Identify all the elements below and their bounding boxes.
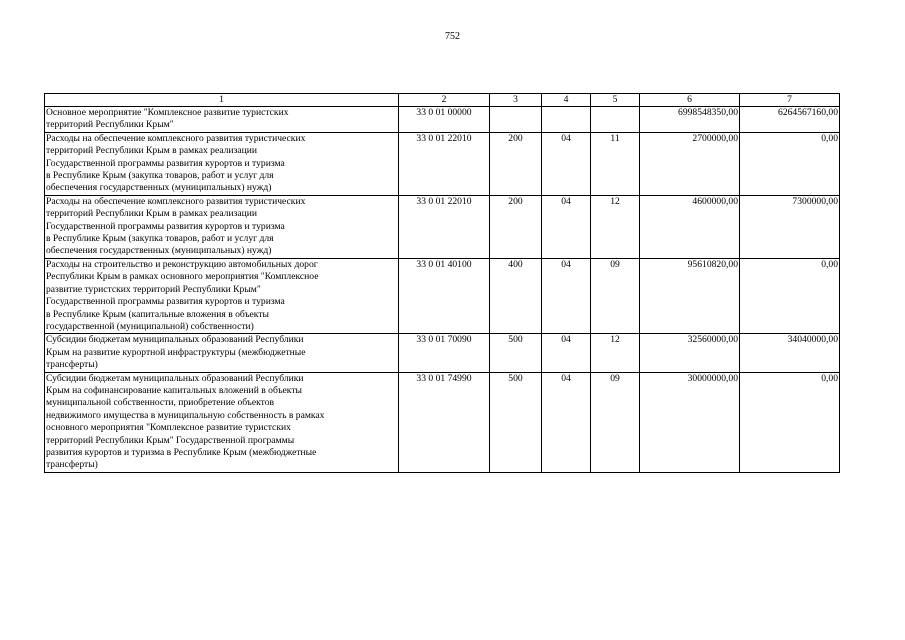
table-row <box>45 107 840 133</box>
row-code: 33 0 01 40100 <box>399 258 490 333</box>
row-col3: 400 <box>490 258 542 333</box>
row-amount-col6: 30000000,00 <box>640 372 740 472</box>
row-col3: 500 <box>490 334 542 372</box>
row-description: Расходы на обеспечение комплексного развития туристических территорий Республики Крым в рамках реализации Государственной программы развития курортов и туризма в Республике Крым (закупка товаров, работ и услуг для обеспечения государственных (муниципальных) нужд) <box>45 132 399 195</box>
table-row <box>45 258 840 333</box>
row-amount-col7: 0,00 <box>740 372 840 472</box>
row-amount-col6: 4600000,00 <box>640 195 740 258</box>
row-amount-col6: 6998548350,00 <box>640 107 740 133</box>
row-code: 33 0 01 22010 <box>399 195 490 258</box>
row-description: Субсидии бюджетам муниципальных образований Республики Крым на развитие курортной инфраструктуры (межбюджетные трансферты) <box>45 334 399 372</box>
row-col4 <box>542 107 591 133</box>
row-description: Расходы на строительство и реконструкцию автомобильных дорог Республики Крым в рамках основного мероприятия "Комплексное развитие туристских территорий Республики Крым" Государственной программы развития курортов и туризма в Республике Крым (капитальные вложения в объекты государственной (муниципальной) собственности) <box>45 258 399 333</box>
column-header: 6 <box>640 94 740 107</box>
row-code: 33 0 01 00000 <box>399 107 490 133</box>
row-code: 33 0 01 22010 <box>399 132 490 195</box>
row-col5: 11 <box>591 132 640 195</box>
column-header: 4 <box>542 94 591 107</box>
row-col3: 500 <box>490 372 542 472</box>
header-row <box>45 94 840 107</box>
row-col3: 200 <box>490 132 542 195</box>
page-number: 752 <box>445 31 460 42</box>
row-col5: 12 <box>591 334 640 372</box>
row-col5: 12 <box>591 195 640 258</box>
row-code: 33 0 01 74990 <box>399 372 490 472</box>
column-header: 2 <box>399 94 490 107</box>
row-col4: 04 <box>542 258 591 333</box>
row-amount-col7: 6264567160,00 <box>740 107 840 133</box>
row-col5: 09 <box>591 258 640 333</box>
row-col5 <box>591 107 640 133</box>
row-col3 <box>490 107 542 133</box>
row-amount-col6: 2700000,00 <box>640 132 740 195</box>
row-col4: 04 <box>542 132 591 195</box>
row-amount-col7: 7300000,00 <box>740 195 840 258</box>
row-code: 33 0 01 70090 <box>399 334 490 372</box>
row-amount-col7: 34040000,00 <box>740 334 840 372</box>
row-col4: 04 <box>542 334 591 372</box>
row-description: Субсидии бюджетам муниципальных образований Республики Крым на софинансирование капитальных вложений в объекты муниципальной собственности, приобретение объектов недвижимого имущества в муниципальную собственность в рамках основного мероприятия "Комплексное развитие туристских территорий Республики Крым" Государственной программы развития курортов и туризма в Республике Крым (межбюджетные трансферты) <box>45 372 399 472</box>
row-description: Расходы на обеспечение комплексного развития туристических территорий Республики Крым в рамках реализации Государственной программы развития курортов и туризма в Республике Крым (закупка товаров, работ и услуг для обеспечения государственных (муниципальных) нужд) <box>45 195 399 258</box>
row-amount-col7: 0,00 <box>740 258 840 333</box>
column-header: 5 <box>591 94 640 107</box>
table-row <box>45 372 840 472</box>
column-header: 3 <box>490 94 542 107</box>
row-amount-col7: 0,00 <box>740 132 840 195</box>
row-col5: 09 <box>591 372 640 472</box>
budget-table <box>44 93 840 473</box>
row-description: Основное мероприятие "Комплексное развитие туристских территорий Республики Крым" <box>45 107 399 133</box>
table-row <box>45 195 840 258</box>
row-col4: 04 <box>542 195 591 258</box>
row-col3: 200 <box>490 195 542 258</box>
row-amount-col6: 95610820,00 <box>640 258 740 333</box>
table-row <box>45 132 840 195</box>
table-row <box>45 334 840 372</box>
row-col4: 04 <box>542 372 591 472</box>
column-header: 1 <box>45 94 399 107</box>
row-amount-col6: 32560000,00 <box>640 334 740 372</box>
column-header: 7 <box>740 94 840 107</box>
